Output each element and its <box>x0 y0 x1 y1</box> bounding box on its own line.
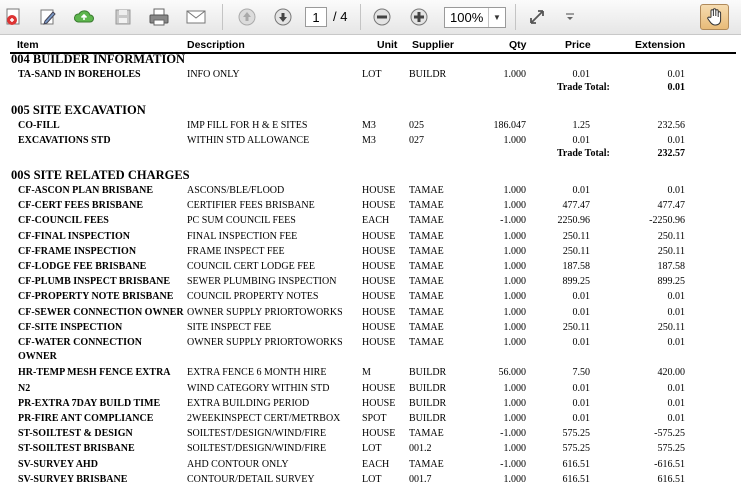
page-number-input[interactable]: 1 <box>305 7 327 27</box>
cell-item: TA-SAND IN BOREHOLES <box>18 69 141 80</box>
cell-supplier: TAMAE <box>409 428 444 440</box>
cell-description: CONTOUR/DETAIL SURVEY <box>187 473 315 485</box>
cell-extension: 477.47 <box>657 200 685 212</box>
cell-description: OWNER SUPPLY PRIORTOWORKS <box>187 306 343 318</box>
cell-unit: EACH <box>362 215 390 227</box>
cell-description: WITHIN STD ALLOWANCE <box>187 135 310 147</box>
cell-extension: 0.01 <box>667 397 685 409</box>
cell-extension: 250.11 <box>657 230 685 242</box>
column-header-extension: Extension <box>635 39 686 51</box>
cell-description: SOILTEST/DESIGN/WIND/FIRE <box>187 428 327 440</box>
zoom-select[interactable] <box>444 7 506 28</box>
cell-price: 575.25 <box>562 428 590 440</box>
cloud-upload-icon[interactable] <box>72 5 96 29</box>
cell-unit: HOUSE <box>362 321 396 333</box>
document-page <box>0 35 741 486</box>
cell-price: 0.01 <box>572 69 590 80</box>
cell-qty: 1.000 <box>503 245 526 257</box>
cell-supplier: 001.7 <box>409 473 432 485</box>
cell-item: CF-PLUMB INSPECT BRISBANE <box>18 276 171 288</box>
cell-extension: 0.01 <box>667 413 685 424</box>
cell-supplier: TAMAE <box>409 215 444 227</box>
cell-supplier: 025 <box>409 120 424 131</box>
section-heading: 00S SITE RELATED CHARGES <box>11 168 190 182</box>
cell-unit: LOT <box>362 69 382 80</box>
cell-unit: HOUSE <box>362 306 396 318</box>
cell-item: HR-TEMP MESH FENCE EXTRA <box>18 367 171 379</box>
column-header-supplier: Supplier <box>412 39 455 51</box>
column-header-item: Item <box>17 39 39 51</box>
cell-extension: 187.58 <box>657 261 685 272</box>
cell-item: ST-SOILTEST BRISBANE <box>18 443 135 455</box>
toolbar-separator <box>515 4 516 30</box>
cell-item: CF-PROPERTY NOTE BRISBANE <box>18 291 174 303</box>
cell-price: 575.25 <box>562 443 590 455</box>
cell-description: AHD CONTOUR ONLY <box>187 458 289 470</box>
cell-unit: HOUSE <box>362 200 396 212</box>
cell-item: CF-CERT FEES BRISBANE <box>18 200 144 212</box>
cell-qty: 1.000 <box>503 291 526 303</box>
cell-supplier: TAMAE <box>409 261 444 272</box>
hand-icon <box>706 7 724 27</box>
cell-price: 0.01 <box>572 185 590 196</box>
cell-price: 1.25 <box>572 120 590 131</box>
cell-item: PR-FIRE ANT COMPLIANCE <box>18 413 154 424</box>
cell-unit: HOUSE <box>362 185 396 196</box>
cell-qty: 1.000 <box>503 382 526 394</box>
next-page-icon[interactable] <box>271 5 295 29</box>
cell-description: PC SUM COUNCIL FEES <box>187 215 296 227</box>
cell-item: CF-SITE INSPECTION <box>18 321 123 333</box>
edit-icon[interactable] <box>36 5 60 29</box>
cell-unit: HOUSE <box>362 276 396 288</box>
cell-extension: 0.01 <box>667 306 685 318</box>
cell-item: SV-SURVEY AHD <box>18 458 98 470</box>
column-header-price: Price <box>565 39 591 51</box>
cell-price: 616.51 <box>562 458 590 470</box>
create-pdf-icon[interactable] <box>2 5 26 29</box>
cell-supplier: TAMAE <box>409 200 444 212</box>
cell-description: COUNCIL CERT LODGE FEE <box>187 261 316 272</box>
cell-qty: 1.000 <box>503 276 526 288</box>
section-heading: 004 BUILDER INFORMATION <box>11 52 186 66</box>
column-header-qty: Qty <box>509 39 527 51</box>
section-heading: 005 SITE EXCAVATION <box>11 103 146 117</box>
cell-description: IMP FILL FOR H & E SITES <box>187 120 308 131</box>
cell-price: 250.11 <box>562 321 590 333</box>
cell-item: CF-SEWER CONNECTION OWNER <box>18 306 184 318</box>
cell-qty: 1.000 <box>503 321 526 333</box>
cell-extension: 575.25 <box>657 443 685 455</box>
cell-price: 899.25 <box>562 276 590 288</box>
cell-unit: M3 <box>362 120 376 131</box>
cell-item-continued: OWNER <box>18 351 57 362</box>
cell-description: EXTRA BUILDING PERIOD <box>187 397 310 409</box>
cell-description: FINAL INSPECTION FEE <box>187 230 298 242</box>
cell-qty: 1.000 <box>503 185 526 196</box>
cell-item: CF-COUNCIL FEES <box>18 215 109 227</box>
cell-extension: 250.11 <box>657 321 685 333</box>
fit-page-icon[interactable] <box>525 5 549 29</box>
cell-price: 0.01 <box>572 306 590 318</box>
cell-qty: 186.047 <box>493 120 526 131</box>
cell-extension: 420.00 <box>657 367 685 379</box>
cell-item: CF-WATER CONNECTION <box>18 337 142 348</box>
cell-price: 187.58 <box>562 261 590 272</box>
cell-qty: 1.000 <box>503 306 526 318</box>
cell-extension: 616.51 <box>657 473 685 485</box>
chevron-down-icon[interactable]: ▼ <box>488 8 505 27</box>
cell-unit: EACH <box>362 458 390 470</box>
cell-price: 250.11 <box>562 245 590 257</box>
cell-qty: 1.000 <box>503 135 526 147</box>
cell-description: EXTRA FENCE 6 MONTH HIRE <box>187 367 327 379</box>
cell-extension: 0.01 <box>667 185 685 196</box>
cell-item: CF-ASCON PLAN BRISBANE <box>18 185 154 196</box>
print-icon[interactable] <box>147 5 171 29</box>
column-header-unit: Unit <box>377 39 398 51</box>
cell-extension: 899.25 <box>657 276 685 288</box>
cell-description: FRAME INSPECT FEE <box>187 245 285 257</box>
cell-unit: HOUSE <box>362 382 396 394</box>
cell-description: ASCONS/BLE/FLOOD <box>187 185 285 196</box>
cell-unit: HOUSE <box>362 337 396 348</box>
cell-extension: 0.01 <box>667 337 685 348</box>
column-header-description: Description <box>187 39 245 51</box>
cell-unit: HOUSE <box>362 261 396 272</box>
cell-price: 7.50 <box>572 367 590 379</box>
cell-item: CF-LODGE FEE BRISBANE <box>18 261 147 272</box>
cell-qty: 1.000 <box>503 261 526 272</box>
cell-price: 0.01 <box>572 397 590 409</box>
page-total: / 4 <box>333 9 348 24</box>
cell-supplier: BUILDR <box>409 413 447 424</box>
cell-unit: HOUSE <box>362 291 396 303</box>
cell-supplier: TAMAE <box>409 306 444 318</box>
previous-page-icon[interactable] <box>235 5 259 29</box>
cell-description: SEWER PLUMBING INSPECTION <box>187 276 337 288</box>
cell-description: SITE INSPECT FEE <box>187 321 272 333</box>
cell-price: 0.01 <box>572 135 590 147</box>
trade-total-value: 232.57 <box>657 148 685 160</box>
cell-description: INFO ONLY <box>187 69 240 80</box>
cell-qty: 1.000 <box>503 337 526 348</box>
cell-price: 616.51 <box>562 473 590 485</box>
cell-item: ST-SOILTEST & DESIGN <box>18 428 133 440</box>
cell-item: CO-FILL <box>18 120 60 131</box>
cell-description: CERTIFIER FEES BRISBANE <box>187 200 315 212</box>
cell-item: SV-SURVEY BRISBANE <box>18 473 128 485</box>
cell-qty: 1.000 <box>503 397 526 409</box>
trade-total-label: Trade Total: <box>557 82 610 94</box>
trade-total-value: 0.01 <box>667 82 685 94</box>
zoom-value: 100% <box>450 10 484 25</box>
cell-extension: 232.56 <box>657 120 685 131</box>
cell-extension: -616.51 <box>654 458 685 470</box>
more-tools-icon[interactable] <box>558 5 582 29</box>
cell-unit: HOUSE <box>362 245 396 257</box>
cell-supplier: BUILDR <box>409 397 447 409</box>
cell-unit: M3 <box>362 135 376 147</box>
trade-total-label: Trade Total: <box>557 148 610 160</box>
cell-unit: HOUSE <box>362 397 396 409</box>
toolbar-separator <box>222 4 223 30</box>
cell-supplier: TAMAE <box>409 276 444 288</box>
cell-item: CF-FRAME INSPECTION <box>18 245 137 257</box>
zoom-in-icon[interactable] <box>407 5 431 29</box>
cell-extension: 0.01 <box>667 291 685 303</box>
cell-supplier: TAMAE <box>409 245 444 257</box>
cell-price: 250.11 <box>562 230 590 242</box>
cell-qty: 1.000 <box>503 230 526 242</box>
cell-supplier: BUILDR <box>409 382 447 394</box>
cell-extension: 0.01 <box>667 135 685 147</box>
cell-unit: M <box>362 367 371 379</box>
cell-price: 2250.96 <box>557 215 590 227</box>
cell-extension: 0.01 <box>667 69 685 80</box>
cell-qty: 1.000 <box>503 473 526 485</box>
cell-description: OWNER SUPPLY PRIORTOWORKS <box>187 337 343 348</box>
cell-qty: -1.000 <box>500 215 526 227</box>
cell-price: 0.01 <box>572 291 590 303</box>
cell-extension: -2250.96 <box>649 215 685 227</box>
cell-qty: -1.000 <box>500 458 526 470</box>
cell-unit: SPOT <box>362 413 387 424</box>
cell-supplier: TAMAE <box>409 185 444 196</box>
cell-supplier: BUILDR <box>409 69 447 80</box>
cell-qty: 1.000 <box>503 443 526 455</box>
cell-item: CF-FINAL INSPECTION <box>18 230 130 242</box>
zoom-out-icon[interactable] <box>370 5 394 29</box>
cell-item: EXCAVATIONS STD <box>18 135 111 147</box>
cell-unit: LOT <box>362 443 382 455</box>
cell-supplier: TAMAE <box>409 337 444 348</box>
save-icon[interactable] <box>111 5 135 29</box>
cell-supplier: TAMAE <box>409 321 444 333</box>
hand-tool-button[interactable] <box>700 4 729 30</box>
cell-price: 477.47 <box>562 200 590 212</box>
cell-qty: -1.000 <box>500 428 526 440</box>
cell-extension: 0.01 <box>667 382 685 394</box>
cell-supplier: 027 <box>409 135 424 147</box>
toolbar-separator <box>360 4 361 30</box>
cell-description: WIND CATEGORY WITHIN STD <box>187 382 330 394</box>
cell-qty: 56.000 <box>498 367 526 379</box>
cell-unit: LOT <box>362 473 382 485</box>
cell-unit: HOUSE <box>362 428 396 440</box>
cell-extension: 250.11 <box>657 245 685 257</box>
cell-supplier: TAMAE <box>409 230 444 242</box>
cell-description: 2WEEKINSPECT CERT/METRBOX <box>187 413 341 424</box>
cell-extension: -575.25 <box>654 428 685 440</box>
cell-qty: 1.000 <box>503 413 526 424</box>
cell-item: PR-EXTRA 7DAY BUILD TIME <box>18 397 161 409</box>
cell-supplier: 001.2 <box>409 443 432 455</box>
cell-price: 0.01 <box>572 413 590 424</box>
cell-supplier: BUILDR <box>409 367 447 379</box>
cell-description: SOILTEST/DESIGN/WIND/FIRE <box>187 443 327 455</box>
cell-description: COUNCIL PROPERTY NOTES <box>187 291 319 303</box>
cell-qty: 1.000 <box>503 200 526 212</box>
pdf-toolbar <box>0 0 741 35</box>
cell-price: 0.01 <box>572 382 590 394</box>
email-icon[interactable] <box>184 5 208 29</box>
cell-price: 0.01 <box>572 337 590 348</box>
cell-unit: HOUSE <box>362 230 396 242</box>
cell-supplier: TAMAE <box>409 291 444 303</box>
cell-item: N2 <box>18 382 31 394</box>
cell-qty: 1.000 <box>503 69 526 80</box>
cell-supplier: TAMAE <box>409 458 444 470</box>
